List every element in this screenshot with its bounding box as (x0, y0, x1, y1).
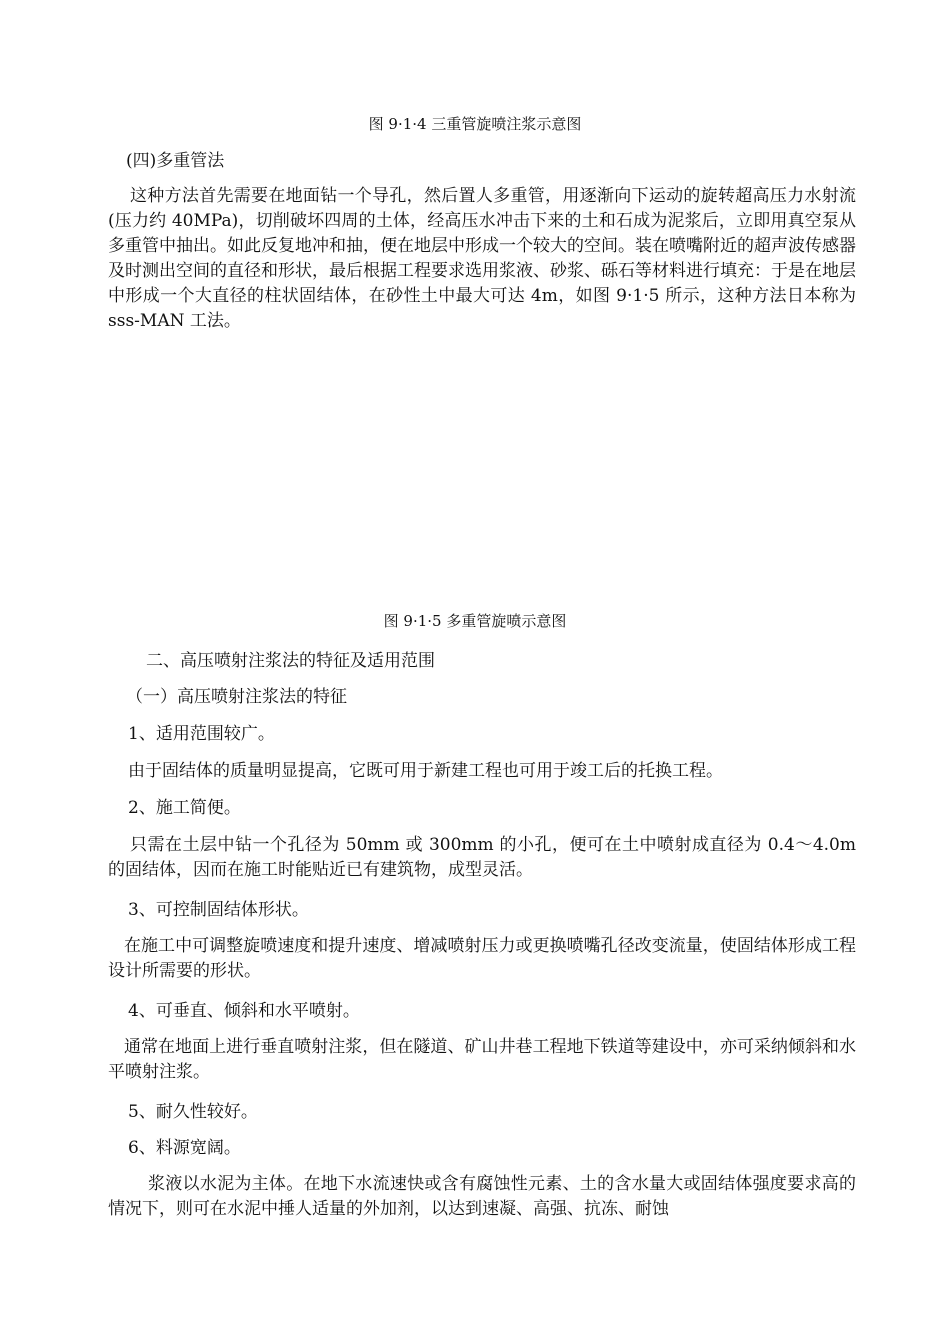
item-3-title: 3、可控制固结体形状。 (128, 900, 309, 920)
item-1-text: 由于固结体的质量明显提高，它既可用于新建工程也可用于竣工后的托换工程。 (128, 761, 723, 781)
item-3-text: 在施工中可调整旋喷速度和提升速度、增减喷射压力或更换喷嘴孔径改变流量，使固结体形成工程设计所需要的形状。 (108, 936, 856, 981)
figure-9-1-5-caption: 图 9·1·5 多重管旋喷示意图 (383, 612, 567, 630)
item-2-text: 只需在土层中钻一个孔径为 50mm 或 300mm 的小孔，便可在土中喷射成直径为 0.4～4.0m 的固结体，因而在施工时能贴近已有建筑物，成型灵活。 (108, 835, 856, 880)
item-2-title: 2、施工简便。 (128, 798, 241, 818)
section-4-paragraph: 这种方法首先需要在地面钻一个导孔，然后置人多重管，用逐渐向下运动的旋转超高压力水射流(压力约 40MPa)，切削破坏四周的土体，经高压水冲击下来的土和石成为泥浆后，立即用真空泵从多重管中抽出。如此反复地冲和抽，便在地层中形成一个较大的空间。装在喷嘴附近的超声波传感器及时测出空间的直径和形状，最后根据工程要求选用浆液、砂浆、砾石等材料进行填充：于是在地层中形成一个大直径的柱状固结体，在砂性土中最大可达 4m，如图 9·1·5 所示，这种方法日本称为 sss-MAN 工法。 (108, 186, 856, 331)
item-4-title: 4、可垂直、倾斜和水平喷射。 (128, 1001, 360, 1021)
section-2-title: 二、高压喷射注浆法的特征及适用范围 (146, 651, 435, 671)
item-6-text: 浆液以水泥为主体。在地下水流速快或含有腐蚀性元素、土的含水量大或固结体强度要求高的情况下，则可在水泥中捶人适量的外加剂，以达到速凝、高强、抗冻、耐蚀 (108, 1174, 856, 1219)
item-5-title: 5、耐久性较好。 (128, 1102, 258, 1122)
subsection-1-title: （一）高压喷射注浆法的特征 (126, 687, 347, 707)
item-1-title: 1、适用范围较广。 (128, 724, 275, 744)
item-4-text: 通常在地面上进行垂直喷射注浆，但在隧道、矿山井巷工程地下铁道等建设中，亦可采纳倾斜和水平喷射注浆。 (108, 1037, 856, 1082)
figure-9-1-4-caption: 图 9·1·4 三重管旋喷注浆示意图 (368, 115, 582, 133)
section-4-title: (四)多重管法 (126, 151, 225, 171)
item-6-title: 6、料源宽阔。 (128, 1138, 241, 1158)
figure-9-1-5-placeholder (108, 345, 856, 605)
